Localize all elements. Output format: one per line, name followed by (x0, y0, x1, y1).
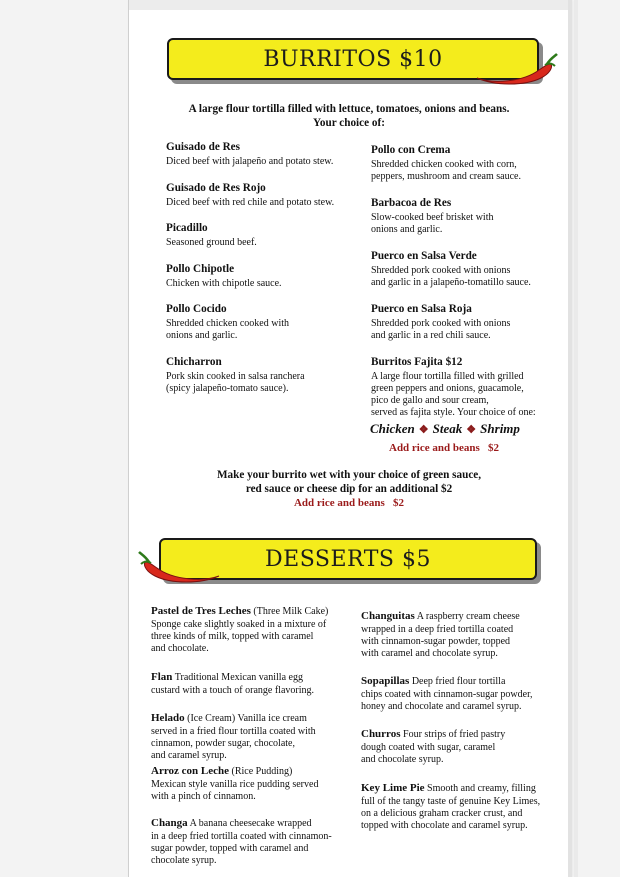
item-desc: topped with chocolate and caramel syrup. (361, 820, 528, 831)
item-desc: in a deep fried tortilla coated with cinnamon- (151, 831, 332, 842)
item-desc: (spicy jalapeño-tomato sauce). (166, 383, 289, 394)
item-desc: Chicken with chipotle sauce. (166, 278, 282, 289)
item-desc: peppers, mushroom and cream sauce. (371, 171, 521, 182)
fajita-options (370, 423, 520, 437)
item-desc: honey and chocolate and caramel syrup. (361, 701, 522, 712)
item-name: Pollo Chipotle (166, 263, 235, 275)
item-name: Helado (151, 712, 185, 724)
item-desc: Diced beef with red chile and potato stew. (166, 197, 335, 208)
desserts-title: DESSERTS $5 (265, 546, 431, 572)
page-edge (568, 0, 572, 877)
item-desc: and chocolate. (151, 643, 209, 654)
item-desc: Shredded pork cooked with onions (371, 318, 511, 329)
wet-note-line1: Make your burrito wet with your choice of green sauce, (216, 469, 482, 481)
chili-pepper-icon (473, 52, 559, 86)
item-name: Chicharron (166, 356, 222, 368)
item-desc: A large flour tortilla filled with grilled (371, 371, 524, 382)
item-desc: served as fajita style. Your choice of one: (371, 407, 536, 418)
diamond-bullet-icon: ❖ (466, 424, 477, 436)
dessert-title-line (151, 765, 292, 779)
item-name: Guisado de Res Rojo (166, 182, 266, 194)
item-desc: green peppers and onions, guacamole, (371, 383, 524, 394)
option-chicken: Chicken (370, 421, 415, 436)
option-shrimp: Shrimp (480, 421, 520, 436)
fajita-addon: Add rice and beans $2 (389, 442, 500, 454)
item-desc: Pork skin cooked in salsa ranchera (166, 371, 305, 382)
item-desc: custard with a touch of orange flavoring. (151, 685, 315, 696)
item-desc: Slow-cooked beef brisket with (371, 212, 494, 223)
wet-note-line2: red sauce or cheese dip for an additional $2 (245, 483, 453, 495)
item-desc: onions and garlic. (371, 224, 443, 235)
chili-pepper-icon (137, 550, 223, 584)
item-desc: pico de gallo and sour cream, (371, 395, 489, 406)
item-desc: (Three Milk Cake) (253, 606, 329, 617)
menu-page (128, 0, 570, 877)
item-desc: chocolate syrup. (151, 855, 217, 866)
item-desc: Seasoned ground beef. (166, 237, 257, 248)
dessert-title-line (361, 782, 536, 796)
item-desc: Four strips of fried pastry (403, 729, 506, 740)
item-desc: on a delicious graham cracker crust, and (361, 808, 523, 819)
page-top-shadow (129, 0, 569, 10)
dessert-title-line (151, 605, 328, 619)
item-desc: full of the tangy taste of genuine Key Limes, (361, 796, 541, 807)
item-desc: (Ice Cream) Vanilla ice cream (187, 713, 307, 724)
item-desc: chips coated with cinnamon-sugar powder, (361, 689, 533, 700)
item-desc: Mexican style vanilla rice pudding served (151, 779, 319, 790)
item-desc: Shredded chicken cooked with (166, 318, 290, 329)
item-name: Key Lime Pie (361, 782, 425, 794)
burritos-intro-line2: Your choice of: (313, 117, 385, 129)
item-desc: and caramel syrup. (151, 750, 227, 761)
item-desc: and chocolate syrup. (361, 754, 444, 765)
item-desc: with a pinch of cinnamon. (151, 791, 256, 802)
dessert-title-line (361, 610, 520, 624)
item-desc: and garlic in a red chili sauce. (371, 330, 491, 341)
page-edge (574, 0, 578, 877)
dessert-title-line (361, 728, 505, 742)
wet-addon: Add rice and beans $2 (293, 497, 405, 509)
burritos-title: BURRITOS $10 (263, 46, 443, 72)
item-desc: Deep fried flour tortilla (411, 676, 506, 687)
item-name: Churros (361, 728, 401, 740)
item-name: Burritos Fajita $12 (371, 356, 463, 368)
item-name: Changa (151, 817, 188, 829)
item-desc: Shredded pork cooked with onions (371, 265, 511, 276)
item-desc: onions and garlic. (166, 330, 238, 341)
diamond-bullet-icon: ❖ (418, 424, 429, 436)
dessert-title-line (151, 712, 307, 726)
item-desc: dough coated with sugar, caramel (361, 742, 496, 753)
item-desc: sugar powder, topped with caramel and (151, 843, 309, 854)
item-name: Barbacoa de Res (371, 197, 452, 209)
burritos-intro-line1: A large flour tortilla filled with lettuce, tomatoes, onions and beans. (188, 103, 510, 115)
item-desc: A raspberry cream cheese (416, 611, 520, 622)
dessert-title-line (361, 675, 505, 689)
item-desc: Smooth and creamy, filling (427, 783, 536, 794)
item-name: Changuitas (361, 610, 415, 622)
item-name: Picadillo (166, 222, 208, 234)
item-name: Pollo Cocido (166, 303, 227, 315)
item-name: Pastel de Tres Leches (151, 605, 251, 617)
item-desc: (Rice Pudding) (231, 766, 293, 777)
dessert-title-line (151, 671, 303, 685)
item-desc: wrapped in a deep fried tortilla coated (361, 624, 514, 635)
item-name: Guisado de Res (166, 141, 240, 153)
item-desc: three kinds of milk, topped with caramel (151, 631, 314, 642)
item-desc: Sponge cake slightly soaked in a mixture of (151, 619, 327, 630)
item-desc: with caramel and chocolate syrup. (361, 648, 498, 659)
item-desc: served in a fried flour tortilla coated with (151, 726, 316, 737)
dessert-title-line (151, 817, 312, 831)
item-desc: cinnamon, powder sugar, chocolate, (151, 738, 295, 749)
item-name: Pollo con Crema (371, 144, 451, 156)
item-name: Sopapillas (361, 675, 410, 687)
item-desc: Diced beef with jalapeño and potato stew. (166, 156, 334, 167)
option-steak: Steak (432, 421, 463, 436)
item-desc: with cinnamon-sugar powder, topped (361, 636, 511, 647)
item-name: Puerco en Salsa Roja (371, 303, 472, 315)
item-name: Arroz con Leche (151, 765, 229, 777)
item-desc: Shredded chicken cooked with corn, (371, 159, 517, 170)
item-desc: A banana cheesecake wrapped (189, 818, 312, 829)
item-desc: and garlic in a jalapeño-tomatillo sauce. (371, 277, 531, 288)
item-desc: Traditional Mexican vanilla egg (174, 672, 303, 683)
item-name: Puerco en Salsa Verde (371, 250, 477, 262)
item-name: Flan (151, 671, 173, 683)
